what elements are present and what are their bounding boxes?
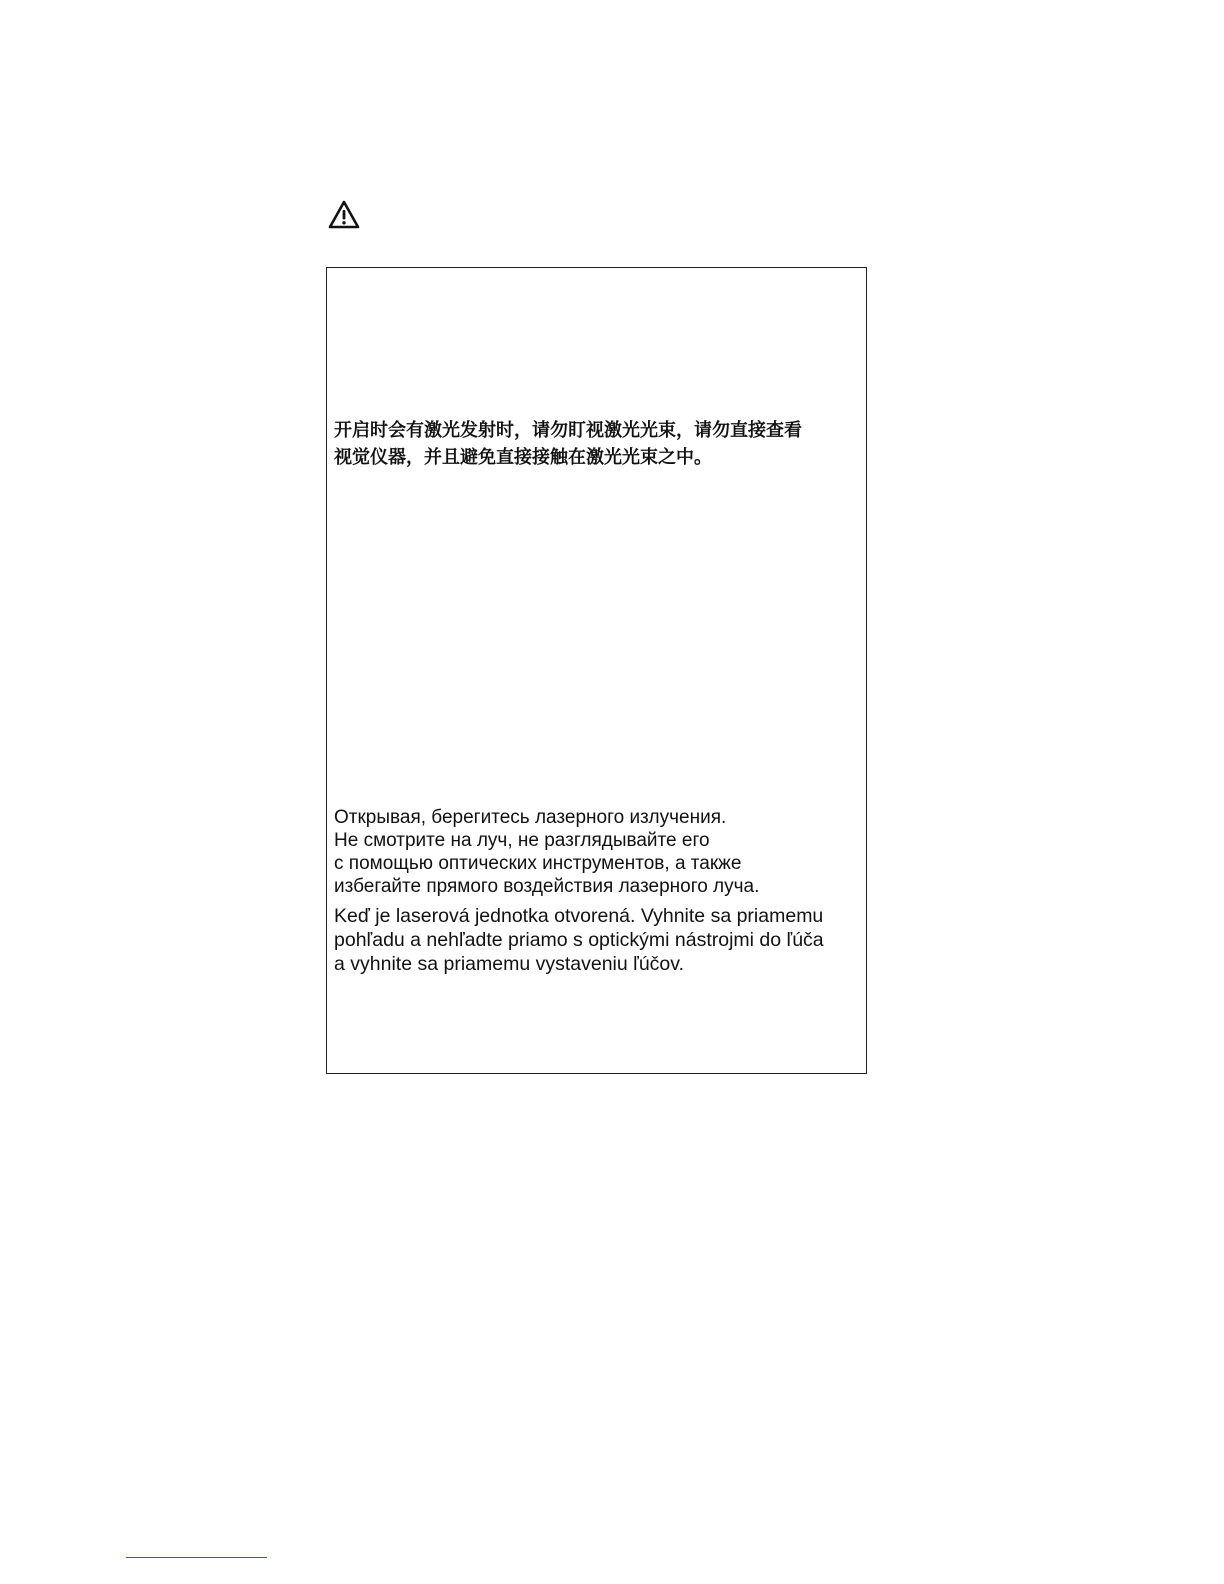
chinese-line: 视觉仪器，并且避免直接接触在激光光束之中。 bbox=[334, 447, 712, 468]
chinese-warning-text bbox=[334, 417, 854, 471]
russian-line: избегайте прямого воздействия лазерного луча. bbox=[334, 876, 760, 897]
slovak-line: Keď je laserová jednotka otvorená. Vyhnite sa priamemu bbox=[334, 905, 824, 927]
slovak-line: a vyhnite sa priamemu vystaveniu ľúčov. bbox=[334, 953, 684, 975]
russian-line: с помощью оптических инструментов, а также bbox=[334, 853, 742, 874]
warning-triangle-icon bbox=[328, 200, 360, 230]
russian-line: Не смотрите на луч, не разглядывайте его bbox=[334, 830, 710, 851]
russian-line: Открывая, берегитесь лазерного излучения. bbox=[334, 807, 727, 828]
russian-warning-text bbox=[334, 806, 864, 898]
slovak-warning-text bbox=[334, 904, 869, 976]
footnote-separator bbox=[126, 1557, 267, 1558]
slovak-line: pohľadu a nehľadte priamo s optickými nástrojmi do ľúča bbox=[334, 929, 824, 951]
chinese-line: 开启时会有激光发射时，请勿盯视激光光束，请勿直接查看 bbox=[334, 420, 802, 441]
